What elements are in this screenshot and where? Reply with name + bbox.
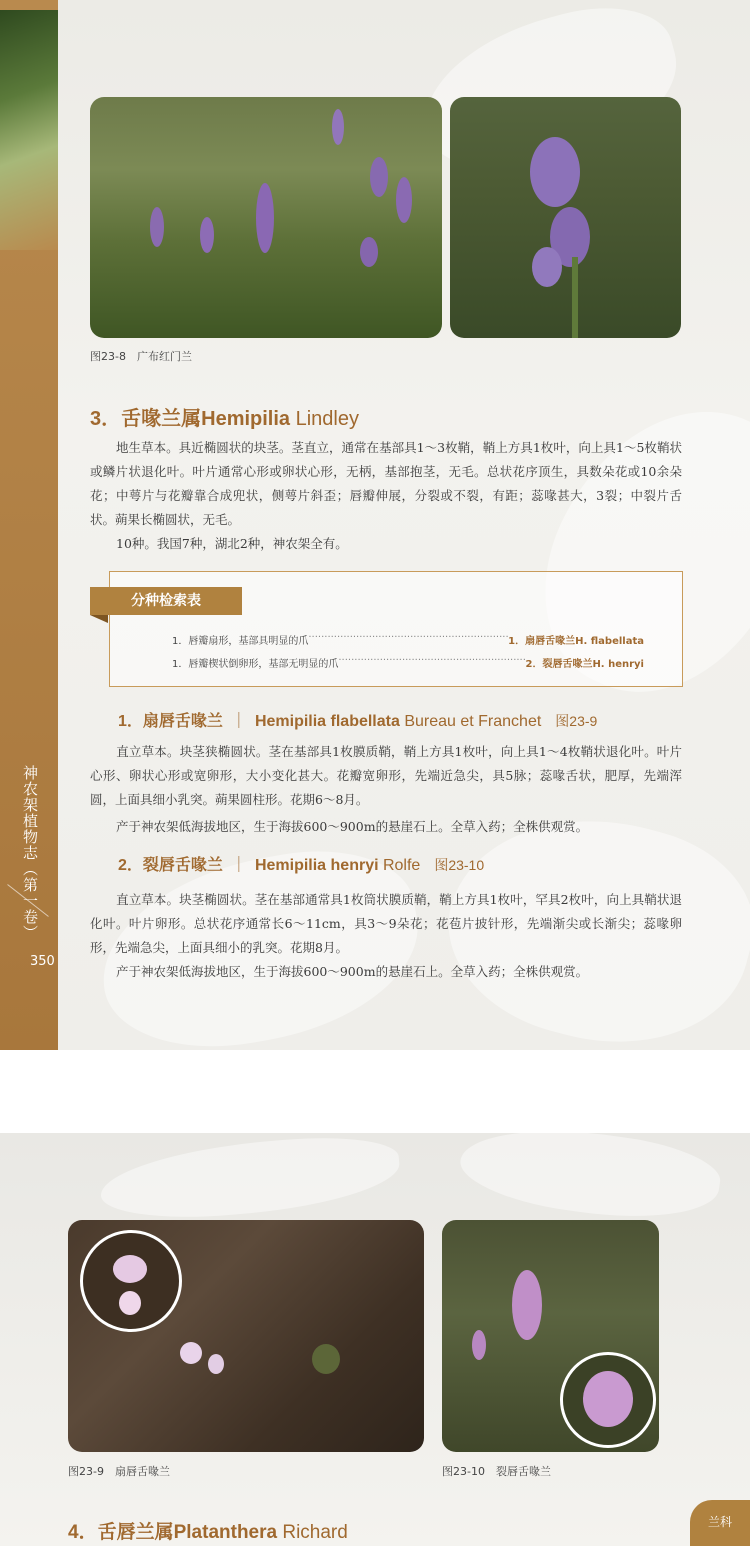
caption-fig-23-10: 图23-10 裂唇舌喙兰 — [442, 1465, 551, 1478]
species-henryi-distribution: 产于神农架低海拔地区，生于海拔600～900m的悬崖石上。全草入药；全株供观赏。 — [116, 964, 589, 979]
caption-fig-23-9: 图23-9 扇唇舌喙兰 — [68, 1465, 170, 1478]
book-title-vertical: 神农架植物志（第一卷） — [21, 765, 39, 941]
page-number: 350 — [30, 954, 55, 969]
species-flabellata-distribution: 产于神农架低海拔地区，生于海拔600～900m的悬崖石上。全草入药；全株供观赏。 — [116, 819, 589, 834]
genus-heading-hemipilia — [90, 402, 359, 431]
photo-fig-23-9 — [68, 1220, 424, 1452]
genus-sci-name: Hemipilia — [201, 408, 291, 430]
genus-cn-name: 舌喙兰属 — [121, 408, 202, 430]
species-flabellata-description: 直立草本。块茎狭椭圆状。茎在基部具1枚膜质鞘，鞘上方具1枚叶，向上具1～4枚鞘状退化叶。叶片心形、卵状心形或宽卵形，大小变化甚大。花瓣宽卵形，先端近急尖，具5脉；蕊喙舌状，肥厚，先端浑圆，上面具细小乳突。蒴果圆柱形。花期6～8月。 — [90, 744, 682, 807]
species-henryi-description: 直立草本。块茎椭圆状。茎在基部通常具1枚筒状膜质鞘，鞘上方具1枚叶，罕具2枚叶，向上具鞘状退化叶。叶片卵形。总状花序通常长6～11cm，具3～9朵花；花苞片披针形，先端渐尖或长渐尖；蕊喙卵形，先端急尖，上面具细小的乳突。花期8月。 — [90, 892, 682, 955]
species-heading-henryi: 2．裂唇舌喙兰 ｜ Hemipilia henryi Rolfe 图23-10 — [118, 857, 485, 874]
inset-closeup — [80, 1230, 182, 1332]
genus-description: 地生草本。具近椭圆状的块茎。茎直立，通常在基部具1～3枚鞘，鞘上方具1枚叶，向上具1～5枚鞘状或鳞片状退化叶。叶片通常心形或卵状心形，无柄，基部抱茎，无毛。总状花序顶生，具数朵花或10余朵花；中萼片与花瓣靠合成兜状，侧萼片斜歪；唇瓣伸展，分裂或不裂，有距；蕊喙甚大，3裂；中裂片舌状。蒴果长椭圆状，无毛。 — [90, 440, 682, 527]
species-heading-flabellata: 1．扇唇舌喙兰 ｜ Hemipilia flabellata Bureau et Franchet 图23-9 — [118, 713, 598, 730]
genus-number: 3． — [90, 408, 122, 430]
genus-author: Lindley — [290, 408, 359, 430]
section-corner-tab — [690, 1500, 750, 1546]
photo-fig-23-10 — [442, 1220, 659, 1452]
genus-heading-platanthera: 4．舌唇兰属Platanthera Richard — [68, 1522, 348, 1543]
key-row: 1．唇瓣扇形，基部具明显的爪 ····· 1．扇唇舌喙兰H. flabellata — [172, 632, 644, 647]
page-351 — [0, 1133, 750, 1546]
caption-fig-23-8: 图23-8 广布红门兰 — [90, 350, 192, 363]
inset-closeup — [560, 1352, 656, 1448]
photo-fig-23-8-right — [450, 97, 681, 338]
genus-distribution: 10种。我国7种，湖北2种，神农架全有。 — [116, 536, 348, 551]
photo-fig-23-8-left — [90, 97, 442, 338]
corner-tab-label: 兰科 — [707, 1515, 732, 1529]
species-key-title: 分种检索表 — [90, 587, 242, 615]
key-row: 1．唇瓣楔状倒卵形，基部无明显的爪 ····· 2．裂唇舌喙兰H. henryi — [172, 655, 644, 670]
fern-decoration — [0, 10, 58, 250]
